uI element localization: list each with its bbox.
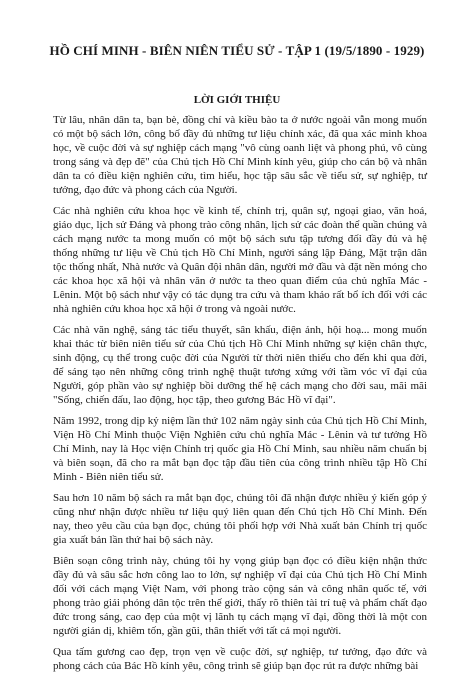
paragraph-3: Các nhà văn nghệ, sáng tác tiểu thuyết, sân khấu, điện ảnh, hội hoạ... mong muốn khai thác từ biên niên tiểu sử của Chủ tịch Hồ Chí Minh những sự kiện chân thực, sinh động, cụ thể trong cuộc đời của Người từ thời niên thiếu cho đến khi qua đời, để sáng tạo nên những công trình nghệ thuật tương xứng với tầm vóc vĩ đại của Người, góp phần vào sự nghiệp bồi dưỡng thế hệ cách mạng cho đời sau, mãi mãi "Sống, chiến đấu, lao động, học tập, theo gương Bác Hồ vĩ đại". [53,324,427,406]
paragraph-7: Qua tấm gương cao đẹp, trọn vẹn về cuộc đời, sự nghiệp, tư tưởng, đạo đức và phong cách của Bác Hồ kính yêu, công trình sẽ giúp bạn đọc rút ra được những bài [53,646,427,672]
paragraph-1: Từ lâu, nhân dân ta, bạn bè, đồng chí và kiều bào ta ở nước ngoài vẫn mong muốn có một bộ sách lớn, công bố đầy đủ những tư liệu chính xác, đã qua xác minh khoa học, về cuộc đời và sự nghiệp cách mạng "vô cùng oanh liệt và phong phú, vô cùng trong sáng và đẹp đẽ" của Chủ tịch Hồ Chí Minh kính yêu, giúp cho cán bộ và nhân dân ta có điều kiện nghiên cứu, tìm hiểu, học tập sâu sắc về tiểu sử, sự nghiệp, tư tưởng, đạo đức và phong cách của Người. [53,114,427,196]
document-body [53,113,427,673]
section-heading: LỜI GIỚI THIỆU [193,94,281,106]
paragraph-5: Sau hơn 10 năm bộ sách ra mắt bạn đọc, chúng tôi đã nhận được nhiều ý kiến góp ý cũng như nhận được nhiều tư liệu quý liên quan đến Chủ tịch Hồ Chí Minh. Đến nay, theo yêu cầu của bạn đọc, chúng tôi phối hợp với Nhà xuất bản Chính trị quốc gia xuất bản lần thứ hai bộ sách này. [53,492,427,546]
paragraph-4: Năm 1992, trong dịp kỷ niệm lần thứ 102 năm ngày sinh của Chủ tịch Hồ Chí Minh, Viện Hồ Chí Minh thuộc Viện Nghiên cứu chủ nghĩa Mác - Lênin và tư tưởng Hồ Chí Minh, nay là Học viện Chính trị quốc gia Hồ Chí Minh, sau nhiều năm chuẩn bị và biên soạn, đã cho ra mắt bạn đọc tập đầu tiên của công trình nhiều tập Hồ Chí Minh - Biên niên tiểu sử. [53,415,427,483]
paragraph-6: Biên soạn công trình này, chúng tôi hy vọng giúp bạn đọc có điều kiện nhận thức đầy đủ và sâu sắc hơn công lao to lớn, sự nghiệp vĩ đại của Chủ tịch Hồ Chí Minh đối với cách mạng Việt Nam, với phong trào cộng sản và công nhân quốc tế, với phong trào giải phóng dân tộc trên thế giới, thấy rõ thiên tài trí tuệ và phẩm chất đạo đức trong sáng, cao đẹp của một vị lãnh tụ cách mạng vĩ đại, đồng thời là một con người giản dị, khiêm tốn, gần gũi, thân thiết với tất cả mọi người. [53,555,427,637]
document-title: HỒ CHÍ MINH - BIÊN NIÊN TIỂU SỬ - TẬP 1 (19/5/1890 - 1929) [49,43,425,58]
paragraph-2: Các nhà nghiên cứu khoa học về kinh tế, chính trị, quân sự, ngoại giao, văn hoá, giáo dục, lịch sử Đảng và phong trào công nhân, lịch sử các đoàn thể quần chúng và cách mạng nước ta mong muốn có một bộ sách sưu tập tương đối đầy đủ và hệ thống những tư liệu về Chủ tịch Hồ Chí Minh, người sáng lập Đảng, Mặt trận dân tộc thống nhất, Nhà nước và Quân đội nhân dân, người mở đầu và đặt nền móng cho các khoa học xã hội và nhân văn ở nước ta theo quan điểm của chủ nghĩa Mác - Lênin. Một bộ sách như vậy có tác dụng tra cứu và tham khảo rất bổ ích đối với các nhà nghiên cứu khoa học xã hội ở trong và ngoài nước. [53,205,427,315]
